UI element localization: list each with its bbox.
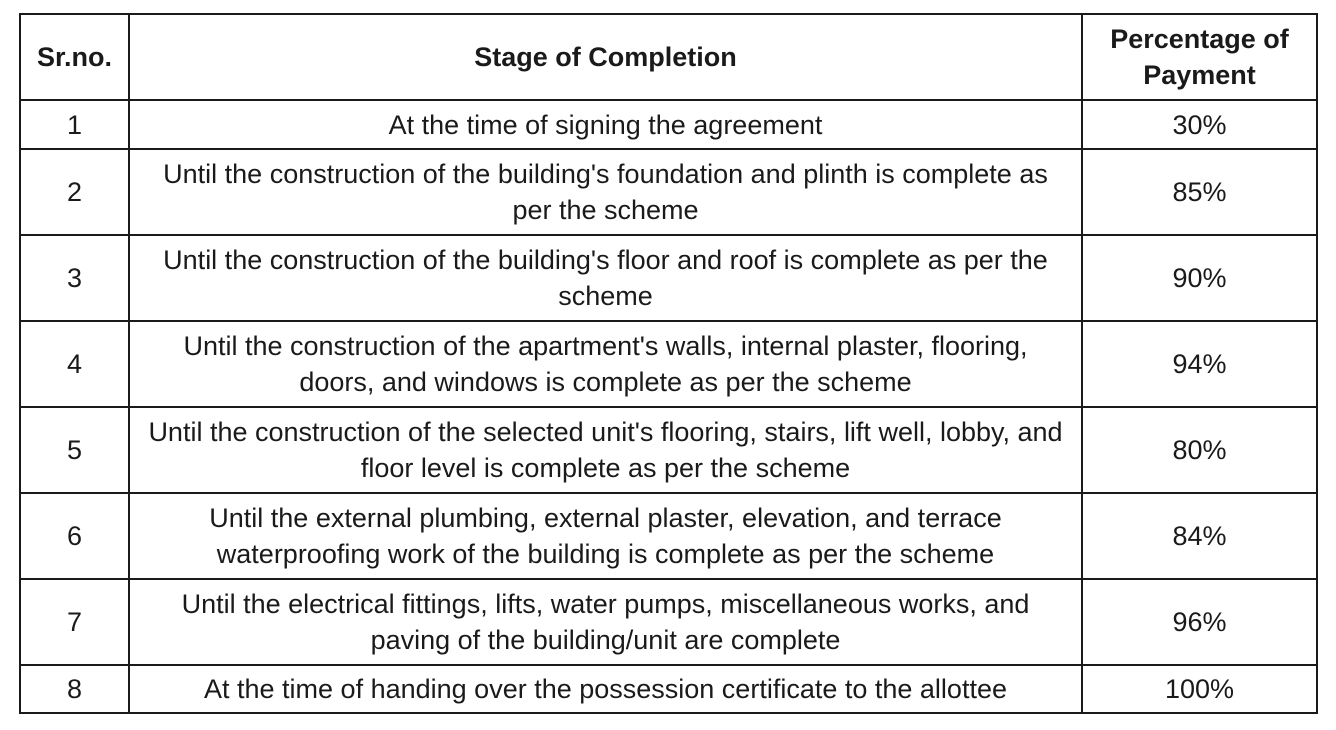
table-header-row [20, 14, 1317, 100]
payment-schedule-table [19, 13, 1318, 714]
header-percentage-of-payment: Percentage of Payment [1082, 14, 1317, 100]
stage-cell: Until the construction of the building's foundation and plinth is complete as per the scheme [129, 149, 1082, 235]
table-row [20, 407, 1317, 493]
sr-no-cell: 5 [20, 407, 129, 493]
sr-no-cell: 2 [20, 149, 129, 235]
percentage-cell: 96% [1082, 579, 1317, 665]
header-stage-of-completion: Stage of Completion [129, 14, 1082, 100]
stage-cell: Until the external plumbing, external plaster, elevation, and terrace waterproofing work of the building is complete as per the scheme [129, 493, 1082, 579]
table-row [20, 321, 1317, 407]
stage-cell: Until the construction of the building's floor and roof is complete as per the scheme [129, 235, 1082, 321]
sr-no-cell: 1 [20, 100, 129, 149]
sr-no-cell: 8 [20, 665, 129, 713]
percentage-cell: 80% [1082, 407, 1317, 493]
percentage-cell: 84% [1082, 493, 1317, 579]
table-row [20, 665, 1317, 713]
percentage-cell: 94% [1082, 321, 1317, 407]
stage-cell: Until the electrical fittings, lifts, water pumps, miscellaneous works, and paving of the building/unit are complete [129, 579, 1082, 665]
table-row [20, 235, 1317, 321]
percentage-cell: 30% [1082, 100, 1317, 149]
table-row [20, 493, 1317, 579]
sr-no-cell: 7 [20, 579, 129, 665]
stage-cell: At the time of signing the agreement [129, 100, 1082, 149]
sr-no-cell: 4 [20, 321, 129, 407]
stage-cell: Until the construction of the apartment's walls, internal plaster, flooring, doors, and windows is complete as per the scheme [129, 321, 1082, 407]
sr-no-cell: 6 [20, 493, 129, 579]
table-row [20, 100, 1317, 149]
sr-no-cell: 3 [20, 235, 129, 321]
percentage-cell: 100% [1082, 665, 1317, 713]
percentage-cell: 85% [1082, 149, 1317, 235]
percentage-cell: 90% [1082, 235, 1317, 321]
stage-cell: Until the construction of the selected unit's flooring, stairs, lift well, lobby, and floor level is complete as per the scheme [129, 407, 1082, 493]
table-row [20, 579, 1317, 665]
table-row [20, 149, 1317, 235]
header-sr-no: Sr.no. [20, 14, 129, 100]
stage-cell: At the time of handing over the possession certificate to the allottee [129, 665, 1082, 713]
